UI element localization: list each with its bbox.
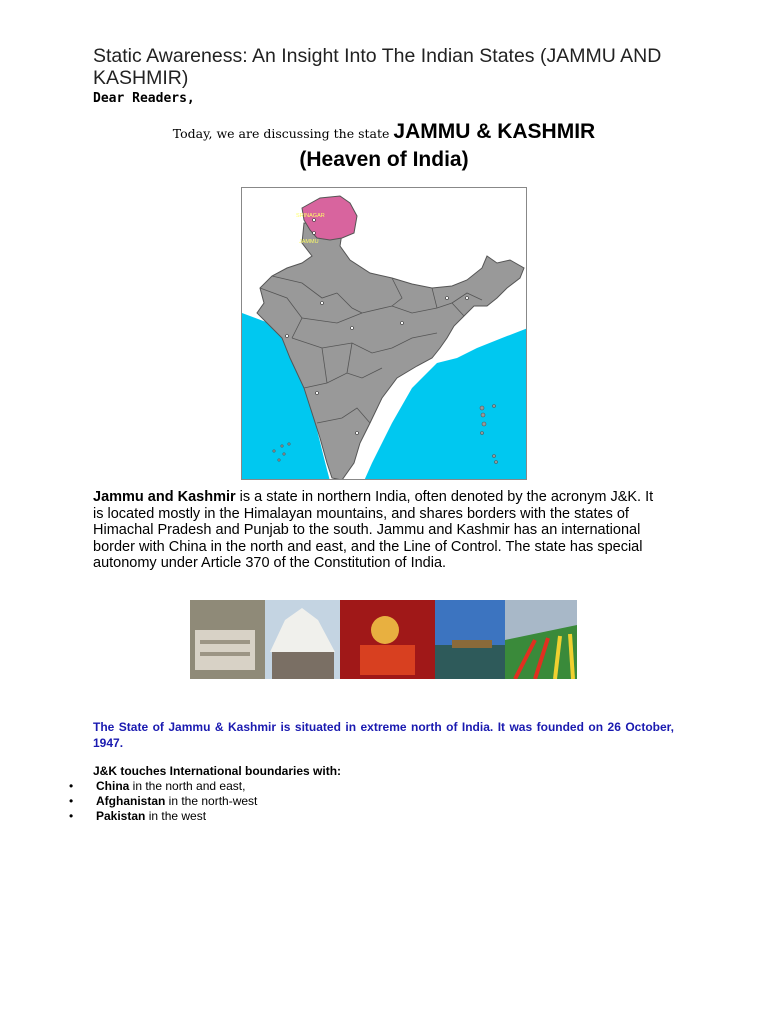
- photo-collage: [190, 600, 577, 679]
- intro-lead: Today, we are discussing the state: [172, 126, 394, 141]
- state-subtitle: (Heaven of India): [299, 148, 469, 171]
- country-name: Afghanistan: [96, 794, 166, 808]
- document-title: Static Awareness: An Insight Into The Indian States (JAMMU AND KASHMIR): [93, 45, 662, 89]
- india-map: [241, 187, 527, 480]
- borders-list: [69, 779, 257, 824]
- list-item: [69, 809, 257, 824]
- list-item: [69, 779, 257, 794]
- state-name: JAMMU & KASHMIR: [393, 120, 596, 143]
- country-direction: in the north-west: [165, 794, 258, 808]
- greeting: Dear Readers,: [93, 91, 195, 106]
- bullet-icon: •: [69, 809, 74, 823]
- description-bold: Jammu and Kashmir: [93, 489, 236, 505]
- country-name: China: [96, 779, 130, 793]
- country-direction: in the north and east,: [129, 779, 246, 793]
- description-paragraph: [93, 489, 663, 572]
- description-text: is a state in northern India, often denoted by the acronym J&K. It is located mostly in the Himalayan mountains, and shares borders with the states of Himachal Pradesh and Punjab to the south. Jammu and Kashmir has an international border with China in the north and east, and the Line of Control. The state has special autonomy under Article 370 of the Constitution of India.: [93, 489, 654, 571]
- borders-heading: J&K touches International boundaries with:: [93, 764, 342, 778]
- bullet-icon: •: [69, 779, 74, 793]
- country-direction: in the west: [145, 809, 207, 823]
- list-item: [69, 794, 257, 809]
- map-label-srinagar: SRINAGAR: [296, 213, 325, 219]
- photo-collage-graphic: [190, 600, 577, 679]
- founding-fact: The State of Jammu & Kashmir is situated in extreme north of India. It was founded on 26 October, 1947.: [93, 720, 674, 750]
- country-name: Pakistan: [96, 809, 146, 823]
- intro-line: [0, 120, 768, 144]
- map-label-jammu: JAMMU: [299, 239, 319, 245]
- bullet-icon: •: [69, 794, 74, 808]
- india-map-graphic: [242, 188, 527, 480]
